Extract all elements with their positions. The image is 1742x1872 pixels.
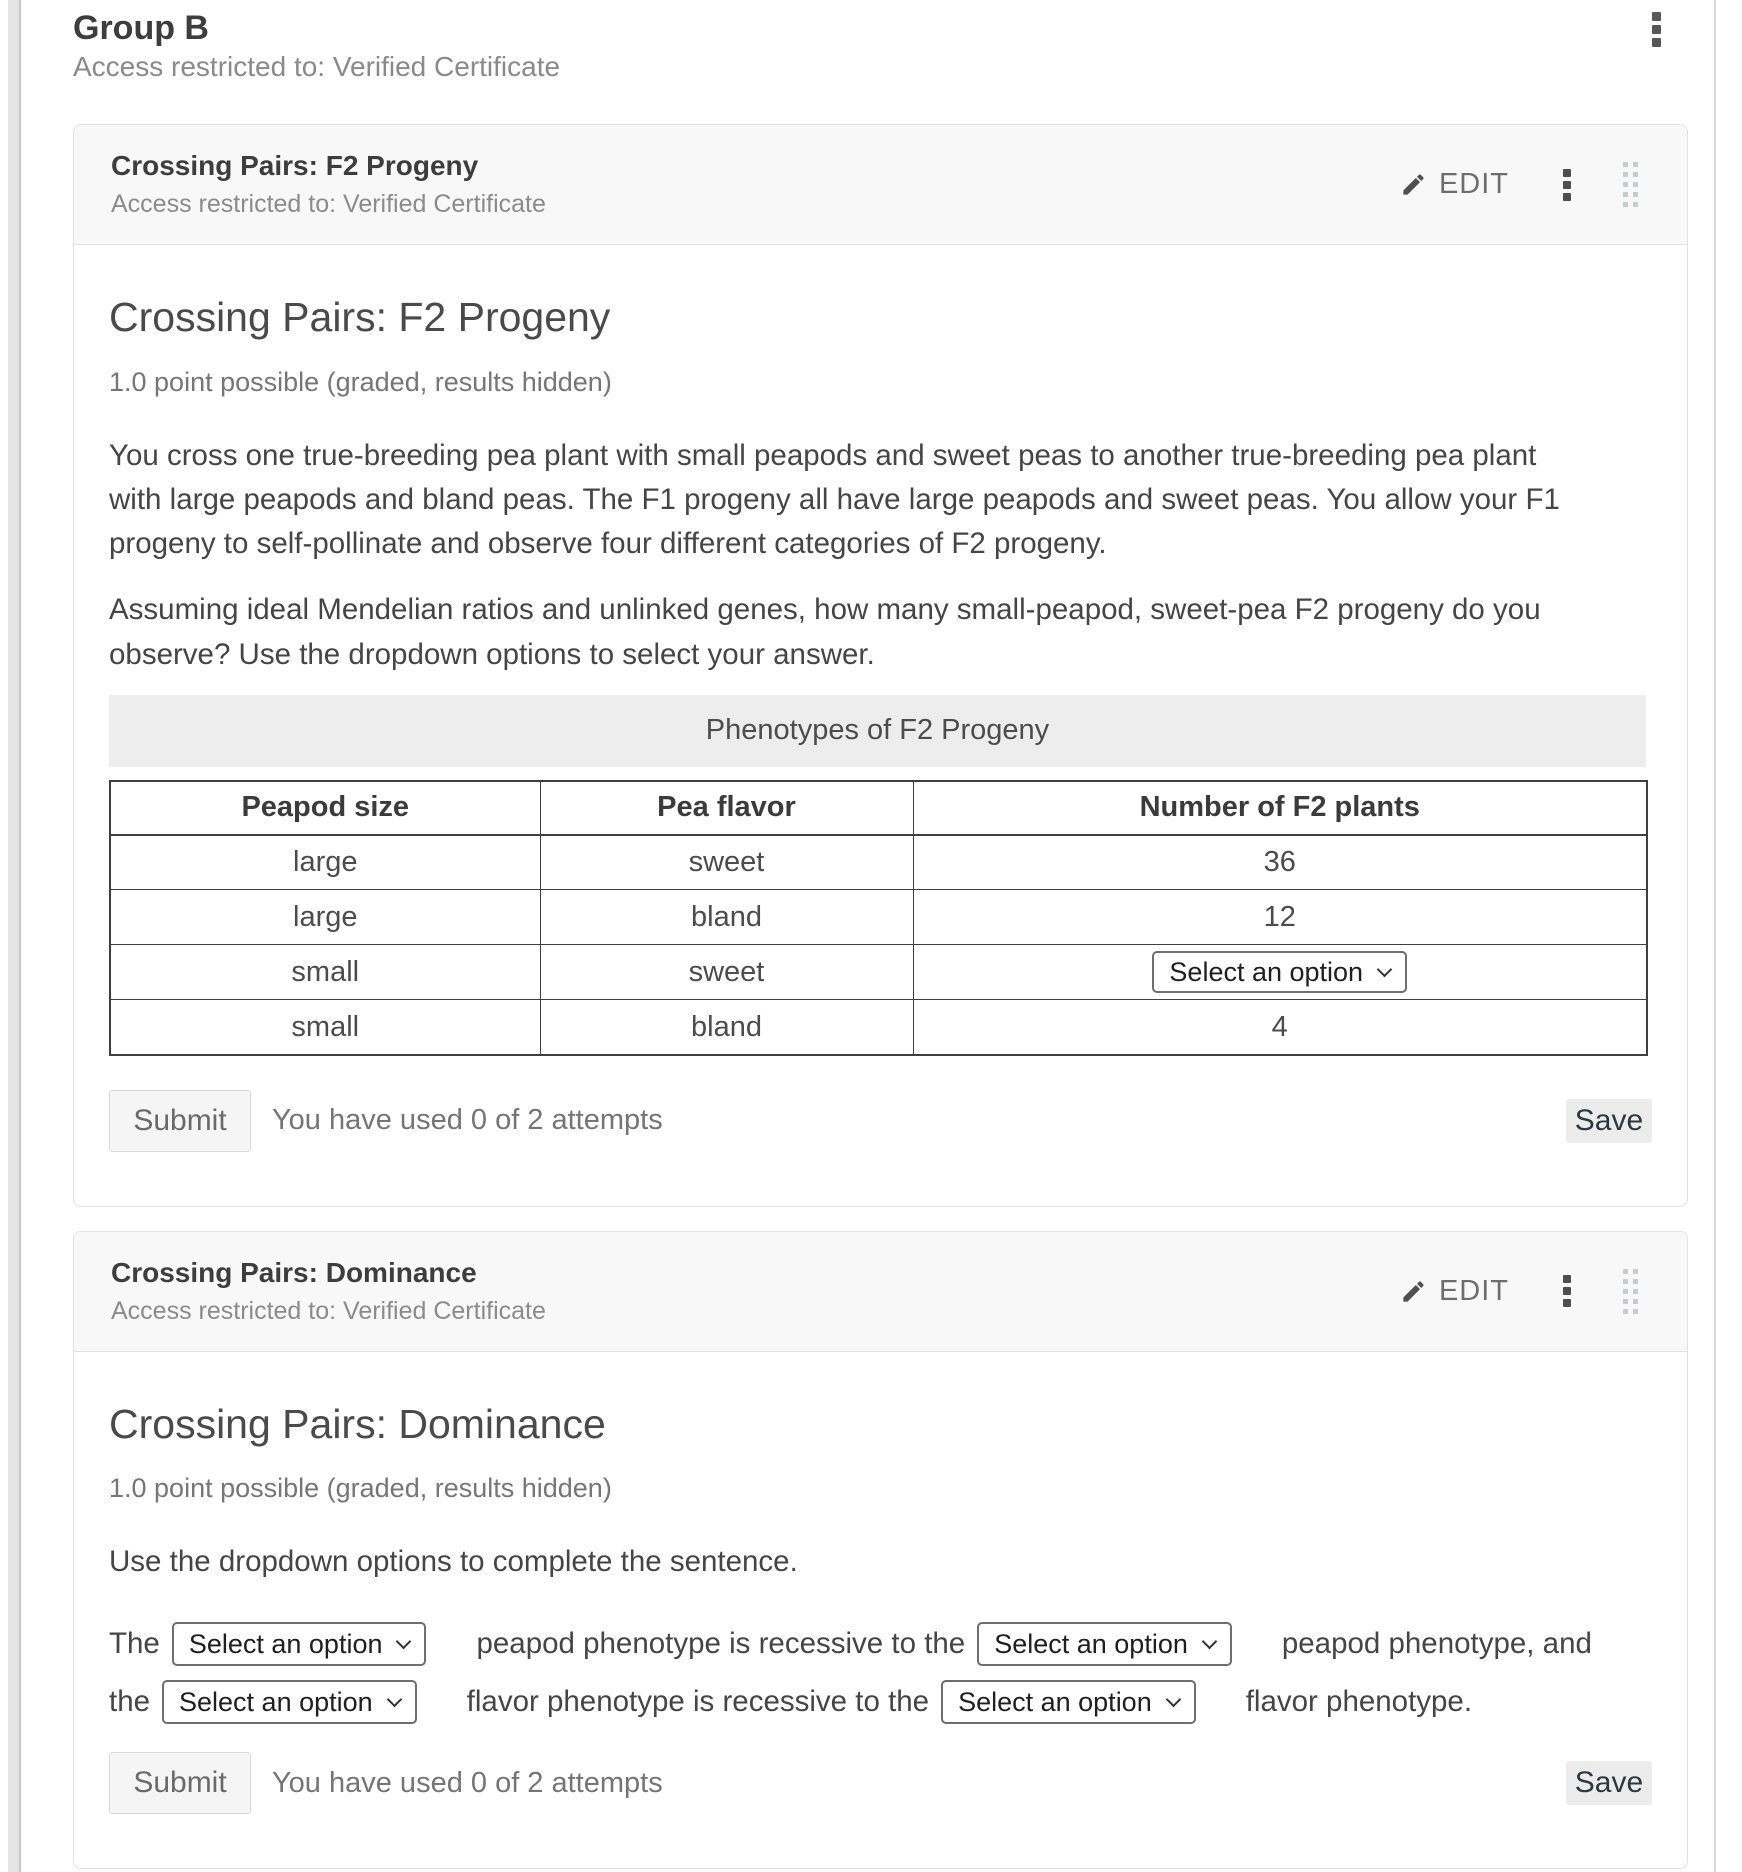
sentence-line-1: The Select an option peapod phenotype is recessive to the Select an option peapod phenotype, and [109, 1622, 1652, 1666]
pencil-icon [1400, 171, 1427, 198]
col-header-peapod-size: Peapod size [110, 781, 540, 835]
table-row: large bland 12 [110, 890, 1647, 945]
attempts-text: You have used 0 of 2 attempts [272, 1766, 663, 1799]
drag-handle-icon [1623, 162, 1628, 167]
dominance-dropdown-1[interactable]: Select an option [172, 1622, 427, 1666]
card-menu-button[interactable] [1559, 165, 1575, 205]
card-header-text [111, 150, 546, 219]
submit-button[interactable]: Submit [109, 1752, 251, 1814]
chevron-down-icon [396, 1633, 412, 1649]
card-access-note: Access restricted to: Verified Certificate [111, 1296, 546, 1325]
edit-button[interactable] [1400, 1275, 1509, 1308]
save-button[interactable]: Save [1566, 1099, 1652, 1143]
page-right-border [1714, 0, 1716, 1872]
drag-handle[interactable] [1621, 160, 1640, 209]
sentence-line-2: the Select an option flavor phenotype is recessive to the Select an option flavor phenotype. [109, 1680, 1652, 1724]
kebab-icon [1563, 169, 1571, 177]
problem-instruction: Use the dropdown options to complete the sentence. [109, 1545, 798, 1579]
edit-button[interactable] [1400, 168, 1509, 201]
attempts-text: You have used 0 of 2 attempts [272, 1104, 663, 1137]
problem-card-f2-progeny [73, 124, 1688, 1206]
col-header-number-f2: Number of F2 plants [913, 781, 1647, 835]
problem-title: Crossing Pairs: F2 Progeny [109, 294, 611, 341]
col-header-pea-flavor: Pea flavor [540, 781, 913, 835]
submit-row [109, 1090, 1652, 1152]
table-row: small bland 4 [110, 1000, 1647, 1055]
answer-dropdown[interactable]: Select an option [1152, 951, 1407, 993]
card-title: Crossing Pairs: Dominance [111, 1256, 477, 1288]
card-actions [1400, 1267, 1640, 1316]
table-caption: Phenotypes of F2 Progeny [109, 695, 1646, 767]
card-actions [1400, 160, 1640, 209]
group-title: Group B [73, 9, 209, 47]
dominance-dropdown-2[interactable]: Select an option [977, 1622, 1232, 1666]
table-row: large sweet 36 [110, 835, 1647, 890]
submit-button[interactable]: Submit [109, 1090, 251, 1152]
card-menu-button[interactable] [1559, 1271, 1575, 1311]
problem-text: You cross one true-breeding pea plant with small peapods and sweet peas to another true-breeding pea plant with large peapods and bland peas. The F1 progeny all have large peapods and sweet peas. You allow your F1 progeny to self-pollinate and observe four different categories of F2 progeny. [109, 438, 1560, 561]
points-possible: 1.0 point possible (graded, results hidden) [109, 366, 612, 397]
problem-body [74, 245, 1687, 1205]
table-header-row [110, 781, 1647, 835]
phenotype-table [109, 780, 1648, 1056]
card-header [74, 125, 1687, 245]
chevron-down-icon [1202, 1633, 1218, 1649]
kebab-icon [1563, 1275, 1571, 1283]
chevron-down-icon [1377, 962, 1393, 978]
drag-handle-icon [1623, 1269, 1628, 1274]
chevron-down-icon [1165, 1691, 1181, 1707]
unit-content [73, 0, 1690, 1869]
dominance-dropdown-3[interactable]: Select an option [162, 1680, 417, 1724]
edit-label: EDIT [1438, 168, 1509, 201]
card-access-note: Access restricted to: Verified Certificate [111, 190, 546, 219]
problem-body [74, 1352, 1687, 1868]
submit-row [109, 1752, 1652, 1814]
card-title: Crossing Pairs: F2 Progeny [111, 150, 479, 182]
drag-handle[interactable] [1621, 1267, 1640, 1316]
group-access-note: Access restricted to: Verified Certificate [73, 51, 561, 83]
left-scroll-rail [8, 0, 21, 1872]
pencil-icon [1400, 1278, 1427, 1305]
edit-label: EDIT [1438, 1274, 1509, 1307]
problem-card-dominance [73, 1231, 1688, 1869]
table-row: small sweet Select an option [110, 945, 1647, 1000]
problem-question: Assuming ideal Mendelian ratios and unlinked genes, how many small-peapod, sweet-pea F2 progeny do you observe? Use the dropdown options to select your answer. [109, 593, 1541, 671]
dominance-dropdown-4[interactable]: Select an option [941, 1680, 1196, 1724]
card-header-text [111, 1257, 546, 1326]
card-header [74, 1232, 1687, 1352]
chevron-down-icon [386, 1691, 402, 1707]
problem-title: Crossing Pairs: Dominance [109, 1400, 606, 1447]
save-button[interactable]: Save [1566, 1761, 1652, 1805]
points-possible: 1.0 point possible (graded, results hidden) [109, 1473, 612, 1504]
